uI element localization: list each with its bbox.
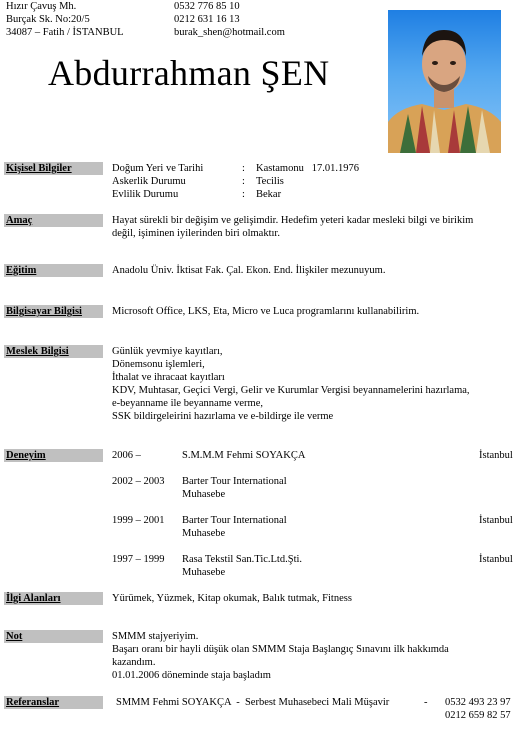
section-title-computer: Bilgisayar Bilgisi [4, 305, 103, 318]
experience-city-3: İstanbul [479, 515, 513, 526]
experience-role-2: Muhasebe [182, 489, 226, 500]
reference-phone-1: 0532 493 23 97 [445, 697, 511, 708]
personal-sep-3: : [242, 189, 245, 200]
goal-line-2: değil, işiminen iyilerinden biri olmaktır. [112, 228, 280, 239]
section-title-references: Referanslar [4, 696, 103, 709]
personal-sep-2: : [242, 176, 245, 187]
section-title-note: Not [4, 630, 103, 643]
experience-years-4: 1997 – 1999 [112, 554, 165, 565]
note-line-1: SMMM stajyeriyim. [112, 631, 199, 642]
personal-value-3: Bekar [256, 189, 282, 200]
goal-line-1: Hayat sürekli bir değişim ve gelişimdir. Hedefim yeteri kadar mesleki bilgi ve birikim [112, 215, 474, 226]
note-line-2: Başarı oranı bir hayli düşük olan SMMM Staja Başlangıç Sınavını ilk hakkımda [112, 644, 449, 655]
section-title-goal: Amaç [4, 214, 103, 227]
profession-line-2: Dönemsonu işlemleri, [112, 359, 205, 370]
section-title-profession: Meslek Bilgisi [4, 345, 103, 358]
personal-label-2: Askerlik Durumu [112, 176, 186, 187]
reference-phone-2: 0212 659 82 57 [445, 710, 511, 721]
experience-years-1: 2006 – [112, 450, 141, 461]
section-title-personal: Kişisel Bilgiler [4, 162, 103, 175]
experience-company-4: Rasa Tekstil San.Tic.Ltd.Şti. [182, 554, 303, 565]
experience-role-3: Muhasebe [182, 528, 226, 539]
person-photo [388, 10, 501, 153]
address-line-1: Hızır Çavuş Mh. [6, 1, 77, 12]
experience-company-1: S.M.M.M Fehmi SOYAKÇA [182, 450, 306, 461]
address-line-3: 34087 – Fatih / İSTANBUL [6, 27, 124, 38]
note-line-4: 01.01.2006 döneminde staja başladım [112, 670, 271, 681]
profession-line-4: KDV, Muhtasar, Geçici Vergi, Gelir ve Kurumlar Vergisi beyannamelerini hazırlama, [112, 385, 470, 396]
section-title-interests: İlgi Alanları [4, 592, 103, 605]
experience-city-4: İstanbul [479, 554, 513, 565]
profession-line-3: İthalat ve ihracaat kayıtları [112, 372, 225, 383]
personal-label-1: Doğum Yeri ve Tarihi [112, 163, 204, 174]
experience-years-3: 1999 – 2001 [112, 515, 165, 526]
person-name: Abdurrahman ŞEN [48, 53, 330, 93]
education-text: Anadolu Üniv. İktisat Fak. Çal. Ekon. End. İlişkiler mezunuyum. [112, 265, 386, 276]
profession-line-6: SSK bildirgeleirini hazırlama ve e-bildirge ile verme [112, 411, 334, 422]
address-line-2: Burçak Sk. No:20/5 [6, 14, 90, 25]
email: burak_shen@hotmail.com [174, 27, 285, 38]
personal-sep-1: : [242, 163, 245, 174]
note-line-3: kazandım. [112, 657, 156, 668]
experience-company-3: Barter Tour International [182, 515, 287, 526]
personal-label-3: Evlilik Durumu [112, 189, 179, 200]
experience-company-2: Barter Tour International [182, 476, 287, 487]
experience-city-1: İstanbul [479, 450, 513, 461]
experience-years-2: 2002 – 2003 [112, 476, 165, 487]
reference-text: SMMM Fehmi SOYAKÇA - Serbest Muhasebeci Mali Müşavir [116, 697, 390, 708]
profession-line-5: e-beyanname ile beyanname verme, [112, 398, 264, 409]
experience-role-4: Muhasebe [182, 567, 226, 578]
phone-mobile: 0532 776 85 10 [174, 1, 240, 12]
personal-value-2: Tecilis [256, 176, 284, 187]
profession-line-1: Günlük yevmiye kayıtları, [112, 346, 223, 357]
phone-home: 0212 631 16 13 [174, 14, 240, 25]
reference-sep: - [424, 697, 428, 708]
section-title-experience: Deneyim [4, 449, 103, 462]
computer-text: Microsoft Office, LKS, Eta, Micro ve Luca programlarını kullanabilirim. [112, 306, 420, 317]
interests-text: Yürümek, Yüzmek, Kitap okumak, Balık tutmak, Fitness [112, 593, 352, 604]
section-title-education: Eğitim [4, 264, 103, 277]
personal-value-1: Kastamonu 17.01.1976 [256, 163, 359, 174]
